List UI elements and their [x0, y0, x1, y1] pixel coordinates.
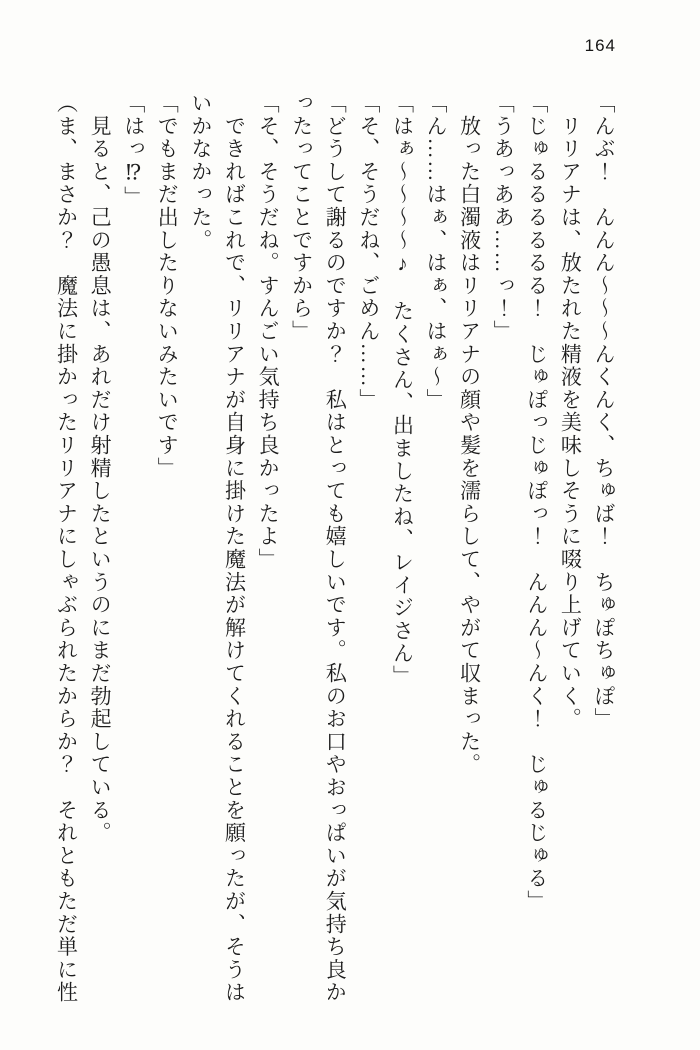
text-column: 「じゅるるるるるる！ じゅぽっじゅぽっ！ んんん〜んく！ じゅるじゅる」	[524, 92, 549, 913]
text-column: （ま、まさか？ 魔法に掛かったリリアナにしゃぶられたからか？ それともただ単に性	[54, 92, 79, 1004]
text-column: 見ると、己の愚息は、あれだけ射精したというのにまだ勃起している。	[88, 92, 113, 845]
text-column: 「そ、そうだね、ごめん……」	[356, 92, 381, 412]
page-number: 164	[584, 36, 616, 55]
text-column: 「そ、そうだね。すんごい気持ち良かったよ」	[256, 92, 281, 571]
text-column: いかなかった。	[188, 92, 213, 252]
text-column: 「うあっああ……っ！」	[491, 92, 516, 343]
text-column: 「んぶ！ んんん〜〜〜んくんく、ちゅば！ ちゅぽちゅぽ」	[592, 92, 616, 731]
text-column: 「はっ⁉」	[121, 92, 146, 209]
text-column: 「ん……はぁ、はぁ、はぁ〜」	[424, 92, 449, 412]
text-column: ったってことですから」	[289, 92, 314, 343]
text-column: 「はぁ〜〜〜〜♪ たくさん、出ましたね、レイジさん」	[390, 92, 415, 688]
text-column: 「どうして謝るのですか？ 私はとっても嬉しいです。私のお口やおっぱいが気持ち良か	[323, 92, 348, 1004]
text-column: 放った白濁液はリリアナの顔や髪を濡らして、やがて収まった。	[457, 92, 482, 776]
text-column: リリアナは、放たれた精液を美味しそうに啜り上げていく。	[558, 92, 583, 731]
text-column: できればこれで、リリアナが自身に掛けた魔法が解けてくれることを願ったが、そうは	[222, 92, 247, 1004]
vertical-text-area	[49, 92, 620, 1020]
text-column: 「でもまだ出したりないみたいです」	[155, 92, 180, 480]
